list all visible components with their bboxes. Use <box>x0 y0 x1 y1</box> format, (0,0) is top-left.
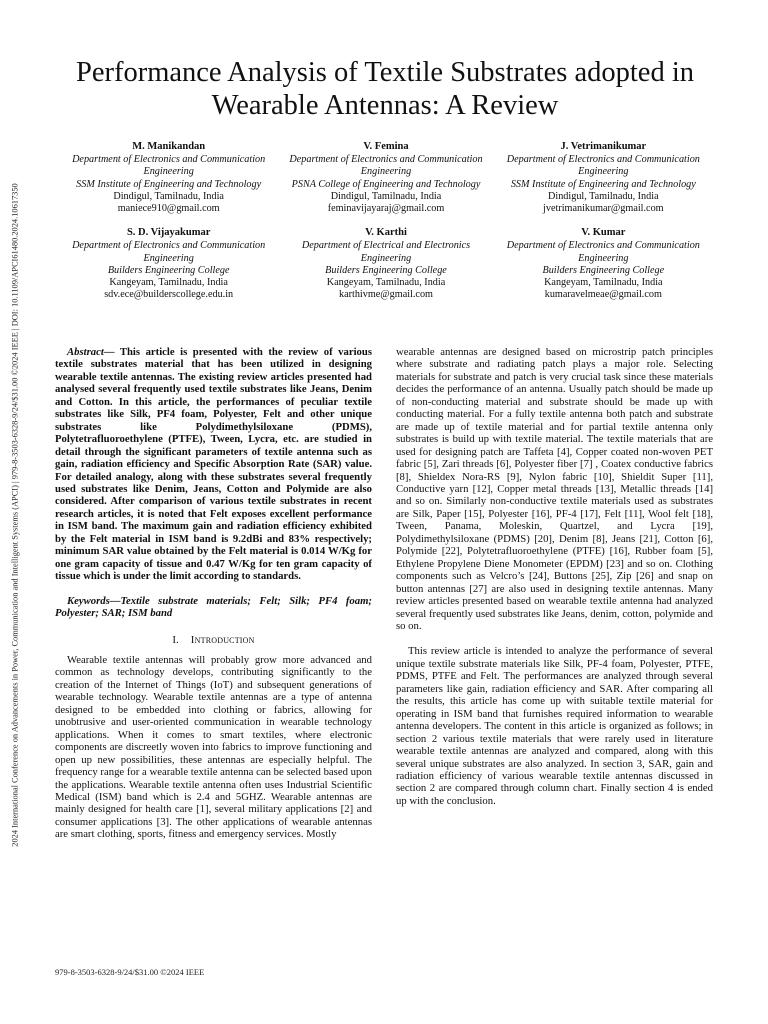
author-email: sdv.ece@builderscollege.edu.in <box>104 289 234 301</box>
author-email: kumaravelmeae@gmail.com <box>544 289 662 301</box>
author-2 <box>277 141 494 215</box>
author-name: V. Femina <box>363 141 409 152</box>
author-inst: Builders Engineering College <box>542 264 665 276</box>
author-dept: Department of Electronics and Communication Engineering <box>72 240 266 264</box>
author-email: jvetrimanikumar@gmail.com <box>543 203 664 215</box>
author-6 <box>495 227 712 301</box>
author-name: V. Karthi <box>365 227 407 239</box>
author-dept: Department of Electronics and Communication Engineering <box>289 154 483 178</box>
left-column <box>55 346 372 841</box>
author-dept: Department of Electronics and Communication Engineering <box>72 154 266 178</box>
author-dept: Department of Electrical and Electronics Engineering <box>301 240 471 264</box>
author-dept: Department of Electronics and Communication Engineering <box>506 154 700 178</box>
author-inst: PSNA College of Engineering and Technology <box>291 178 481 190</box>
author-inst: Builders Engineering College <box>325 264 447 276</box>
author-inst: Builders Engineering College <box>107 264 230 276</box>
section-number: I. <box>172 633 179 646</box>
author-name: M. Manikandan <box>132 141 206 152</box>
paper-title: Performance Analysis of Textile Substrates adopted in Wearable Antennas: A Review <box>75 57 694 121</box>
doi-sidebar-text: 2024 International Conference on Advancements in Power, Communication and Intelligent Systems (APCI) | 979-8-3503-6328-9/24/$31.00 ©2024 IEEE | DOI: 10.1109/APCI61480.2024.10617350 <box>10 183 20 847</box>
author-location: Kangeyam, Tamilnadu, India <box>544 277 663 289</box>
abstract-text: This article is presented with the review of various textile substrates material that has been utilized in designing wearable textile antennas. The existing review articles presented had analysed several frequently used textile substrates like Jeans, Denim and Cotton. In this article, the performances of peculiar textile substrates like Silk, PF4 foam, Polyester, Felt and other unique substrates like Polydimethylsiloxane (PDMS), Polytetrafluoroethylene (PTFE), Tween, Lycra, etc. are studied in detail through the significant parameters of textile antenna such as gain, radiation efficiency and Specific Absorption Rate (SAR) value. For detailed analogy, along with these substrates several frequently used substrates like Denim, Jeans, Cotton and Polymide are also considered. After comparison of various textile substrates in recent research articles, it is noted that Felt exposes excellent performance in ISM band. The maximum gain and radiation efficiency exhibited by the Felt material in ISM band is 9.2dBi and 83% respectively; minimum SAR value obtained by the Felt material is 0.014 W/Kg for one gram capacity of tissue and 0.47 W/Kg for ten gram capacity of tissue which is under the limit according to standards. <box>55 346 372 583</box>
intro-paragraph-1: Wearable textile antennas will probably grow more advanced and common as technology develops, contributing significantly to the creation of the Internet of Things (IoT) and subsequent generations of wearable technology. Wearable textile antennas are a type of antenna designed to be embedded into clothing or fabrics, allowing for unobtrusive and user-oriented communication in wearable technology applications. When it comes to smart textiles, where electronic components are discreetly woven into fabrics to improve functioning and open up new possibilities, these antennas are especially helpful. The frequency range for a wearable textile antenna can be selected based upon the applications. Wearable textile antenna often uses Industrial Scientific Medical (ISM) band which is 2.4 and 5GHZ. Wearable antennas are mainly designed for health care [1], several military applications [2] and consumer applications [3]. The other applications of wearable antennas are smart clothing, sports, fitness and emergency services. Mostly <box>55 653 372 841</box>
author-block <box>60 141 712 301</box>
author-name: V. Kumar <box>581 227 626 239</box>
copyright-footer: 979-8-3503-6328-9/24/$31.00 ©2024 IEEE <box>55 967 205 977</box>
author-1 <box>60 141 277 215</box>
author-dept: Department of Electronics and Communication Engineering <box>506 240 700 264</box>
author-name: J. Vetrimanikumar <box>560 141 647 152</box>
keywords: Keywords—Textile substrate materials; Felt; Silk; PF4 foam; Polyester; SAR; ISM band <box>55 594 372 620</box>
author-location: Dindigul, Tamilnadu, India <box>548 190 659 202</box>
author-3 <box>495 141 712 215</box>
doi-sidebar <box>4 130 26 900</box>
author-4 <box>60 227 277 301</box>
abstract-lead: Abstract— <box>67 346 115 358</box>
author-location: Dindigul, Tamilnadu, India <box>113 190 224 202</box>
author-email: karthivme@gmail.com <box>339 289 433 301</box>
author-email: feminavijayaraj@gmail.com <box>327 203 445 215</box>
author-location: Kangeyam, Tamilnadu, India <box>326 277 446 289</box>
author-email: maniece910@gmail.com <box>117 203 220 215</box>
right-column <box>396 346 713 807</box>
abstract <box>55 346 372 583</box>
section-title: Introduction <box>190 633 255 646</box>
section-heading-introduction <box>55 634 372 646</box>
intro-paragraph-2: This review article is intended to analyze the performance of several unique textile substrate materials like Silk, PF-4 foam, Polyester, PTFE, PDMS, PTFE and Felt. The performances are analyzed through several parameters like gain, radiation efficiency and SAR. After comparing all the results, this article has come up with suitable textile material for operating in ISM band that furnishes required information to wearable antenna developers. The content in this article is organized as follows; in section 2 various textile materials that were rarely used in literature wearable textile antennas are analyzed and compared, along with this several unique substrates are also analyzed. In section 3, SAR, gain and radiation efficiency of various wearable textile antennas discussed in section 2 are compared through column chart. Finally section 4 is ended up with the conclusion. <box>396 645 713 807</box>
author-location: Kangeyam, Tamilnadu, India <box>109 277 228 289</box>
author-name: S. D. Vijayakumar <box>126 227 211 239</box>
author-5 <box>277 227 494 301</box>
author-location: Dindigul, Tamilnadu, India <box>330 190 442 202</box>
intro-paragraph-1-continued: wearable antennas are designed based on microstrip patch principles where substrate and radiating patch plays a major role. Selecting materials for substrate and patch is very crucial task since these materials decides the performance of an antenna. Usually patch should be made up of non-conducting material and substrate should be made up with conducting material. For a fully textile antenna both patch and substrate are made up of textile material and for partial textile antenna only substrates is build up with textile material. The textile materials that are used for designing patch are Taffeta [4], Copper coated non-woven PET fabric [5], Zari threads [6], Polyester fiber [7] , Coatex conductive fabrics [8], Shieldex Nora-RS [9], Nylon fabric [10], Shieldit Super [11], Conductive yarn [12], Copper metal threads [13], Metallic threads [14] and so on. Similarly non-conductive textile materials used as substrates are Silk, Paper [15], Polyester [16], PF-4 [17], Felt [11], Wool felt [18], Tween, Panama, Moleskin, Quartzel, and Lycra [19], Polydimethylsiloxane (PDMS) [20], Denim [8], Jeans [21], Cotton [6], Polymide [22], Polytetrafluoroethylene (PTFE) [16], Rubber foam [5], Ethylene Propylene Diene Monometer (EPDM) [23] and so on. Clothing components such as Velcro’s [24], Buttons [25], Zip [26] and snap on button antennas [27] are also used in designing textile antennas. Many review articles presented based on wearable textile antenna had analyzed several frequently used substrates like Jeans, denim, cotton, polymide and so on. <box>396 346 713 632</box>
author-inst: SSM Institute of Engineering and Technology <box>510 178 696 190</box>
author-inst: SSM Institute of Engineering and Technology <box>76 178 262 190</box>
